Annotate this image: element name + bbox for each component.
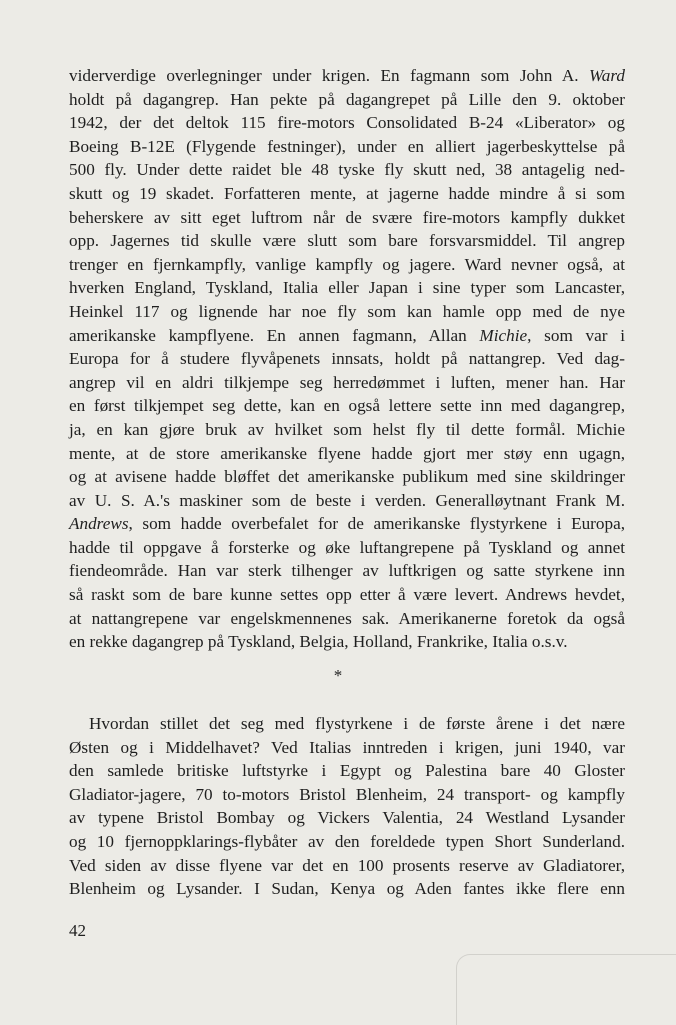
- text-line: 500 fly. Under dette raidet ble 48 tyske fly skutt ned, 38 antagelig ned-: [69, 160, 625, 180]
- text-line: opp. Jagernes tid skulle være slutt som bare forsvarsmiddel. Til angrep: [69, 231, 625, 251]
- text-line: en først tilkjempet seg dette, kan en også lettere sette inn med dagangrep,: [69, 396, 625, 416]
- text-line: hadde til oppgave å forsterke og øke luftangrepene på Tyskland og annet: [69, 537, 625, 557]
- text-line: Hvordan stillet det seg med flystyrkene i de første årene i det nære: [89, 714, 625, 733]
- text-line: Ved siden av disse flyene var det en 100 prosents reserve av Gladiatorer,: [69, 855, 625, 875]
- text-line: Østen og i Middelhavet? Ved Italias inntreden i krigen, juni 1940, var: [69, 737, 625, 757]
- text-line: ja, en kan gjøre bruk av hvilket som helst fly til dette formål. Michie: [69, 419, 625, 439]
- text-line: og 10 fjernoppklarings-flybåter av den foreldede typen Short Sunderland.: [69, 831, 625, 851]
- text-line: en rekke dagangrep på Tyskland, Belgia, Holland, Frankrike, Italia o.s.v.: [69, 632, 568, 652]
- text-line: Boeing B-12E (Flygende festninger), under en alliert jagerbeskyttelse på: [69, 136, 625, 156]
- text-line: Andrews, som hadde overbefalet for de amerikanske flystyrkene i Europa,: [69, 514, 625, 534]
- page-corner-mark: [456, 954, 676, 1025]
- text-line: så raskt som de bare kunne settes opp etter å være levert. Andrews hevdet,: [69, 585, 625, 605]
- text-line: viderverdige overlegninger under krigen. En fagmann som John A. Ward: [69, 66, 625, 85]
- text-line: av U. S. A.'s maskiner som de beste i verden. Generalløytnant Frank M.: [69, 490, 625, 510]
- text-line: amerikanske kampflyene. En annen fagmann, Allan Michie, som var i: [69, 325, 625, 345]
- text-line: beherskere av sitt eget luftrom når de svære fire-motors kampfly dukket: [69, 207, 625, 227]
- text-line: Blenheim og Lysander. I Sudan, Kenya og Aden fantes ikke flere enn: [69, 879, 625, 899]
- text-line: Europa for å studere flyvåpenets innsats, holdt på nattangrep. Ved dag-: [69, 349, 625, 369]
- text-line: at nattangrepene var engelskmennenes sak. Amerikanerne foretok da også: [69, 608, 625, 628]
- text-line: 1942, der det deltok 115 fire-motors Consolidated B-24 «Liberator» og: [69, 113, 625, 133]
- paragraph-1: [69, 64, 625, 654]
- text-line: Gladiator-jagere, 70 to-motors Bristol Blenheim, 24 transport- og kampfly: [69, 784, 625, 804]
- text-line: hverken England, Tyskland, Italia eller Japan i sine typer som Lancaster,: [69, 278, 625, 298]
- paragraph-2: [69, 712, 625, 901]
- section-separator: *: [333, 666, 343, 685]
- text-line: fiendeområde. Han var sterk tilhenger av luftkrigen og satte styrkene inn: [69, 561, 625, 581]
- text-line: angrep vil en aldri tilkjempe seg herredømmet i luften, mener han. Har: [69, 372, 625, 392]
- text-line: mente, at de store amerikanske flyene hadde gjort mer støy enn ugagn,: [69, 443, 625, 463]
- text-line: skutt og 19 skadet. Forfatteren mente, at jagerne hadde mindre å si som: [69, 183, 625, 203]
- text-line: av typene Bristol Bombay og Vickers Valentia, 24 Westland Lysander: [69, 808, 625, 828]
- text-line: den samlede britiske luftstyrke i Egypt og Palestina bare 40 Gloster: [69, 761, 625, 781]
- page-number: 42: [69, 921, 86, 940]
- text-line: Heinkel 117 og lignende har noe fly som kan hamle opp med de nye: [69, 301, 625, 321]
- text-line: holdt på dagangrep. Han pekte på dagangrepet på Lille den 9. oktober: [69, 89, 625, 109]
- text-line: trenger en fjernkampfly, vanlige kampfly og jagere. Ward nevner også, at: [69, 254, 625, 274]
- text-line: og at avisene hadde bløffet det amerikanske publikum med sine skildringer: [69, 467, 625, 487]
